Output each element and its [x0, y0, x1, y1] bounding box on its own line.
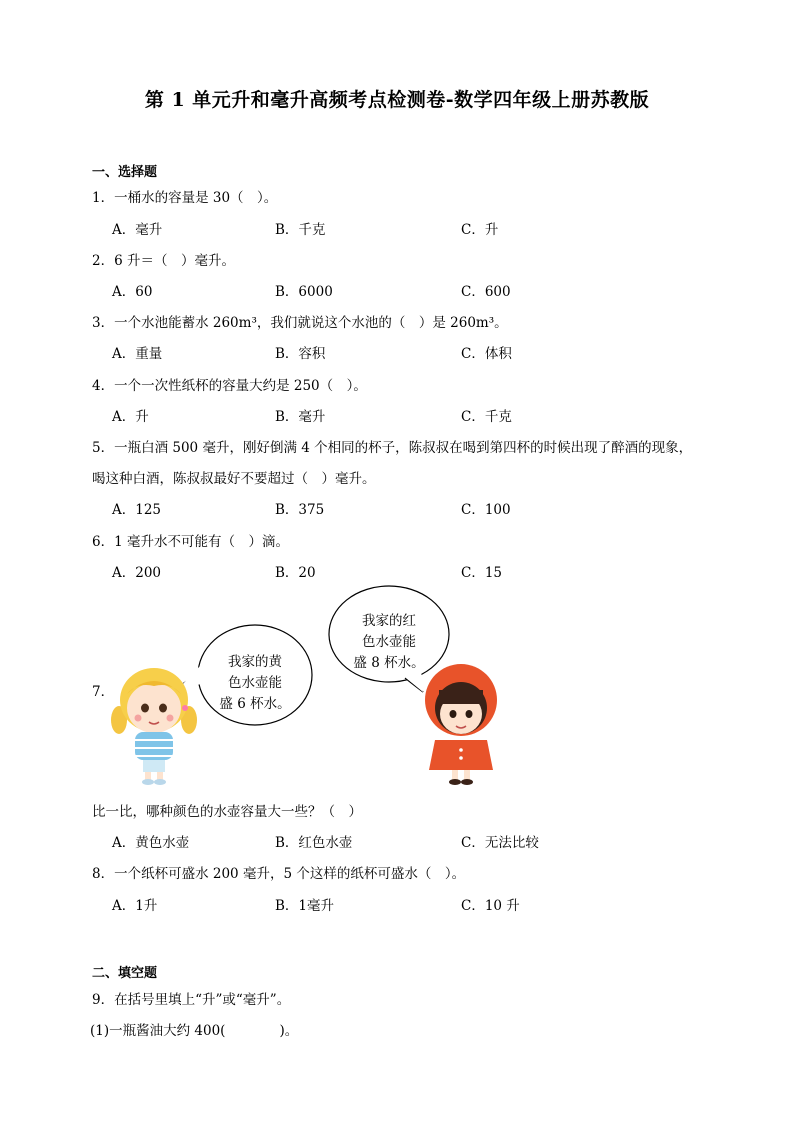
- question-3: 3．一个水池能蓄水 260m³，我们就说这个水池的（ ）是 260m³。: [92, 315, 508, 331]
- options-3: [112, 342, 712, 362]
- options-7: [112, 831, 712, 851]
- question-5-line-2: 喝这种白酒，陈叔叔最好不要超过（ ）毫升。: [92, 471, 376, 487]
- option-a: A．升: [112, 409, 149, 425]
- question-2: 2．6 升＝（ ）毫升。: [92, 253, 235, 269]
- option-c: C．千克: [461, 409, 512, 425]
- question-6: 6．1 毫升水不可能有（ ）滴。: [92, 534, 289, 550]
- question-4: 4．一个一次性纸杯的容量大约是 250（ ）。: [92, 378, 367, 394]
- option-b: B．20: [275, 565, 316, 581]
- question-7: 比一比，哪种颜色的水壶容量大一些？（ ）: [92, 804, 362, 820]
- options-1: [112, 218, 712, 238]
- question-9-part-1: (1)一瓶酱油大约 400( )。: [90, 1023, 299, 1039]
- option-a: A．1升: [112, 898, 158, 914]
- question-5: 5．一瓶白酒 500 毫升，刚好倒满 4 个相同的杯子，陈叔叔在喝到第四杯的时候出现了醉酒的现象，: [92, 440, 693, 456]
- kids-illustration: [105, 582, 525, 792]
- option-b: B．1毫升: [275, 898, 335, 914]
- section-heading-choice: 一、选择题: [92, 165, 158, 180]
- options-4: [112, 405, 712, 425]
- option-b: B．375: [275, 502, 325, 518]
- speech-text-right: 我家的红 色水壶能 盛 8 杯水。: [353, 613, 425, 671]
- option-a: A．125: [112, 502, 162, 518]
- option-a: A．重量: [112, 346, 163, 362]
- girl-yellow-hair: [111, 668, 197, 785]
- option-a: A．60: [112, 284, 153, 300]
- option-c: C．体积: [461, 346, 512, 362]
- girl-red-hood: [425, 664, 497, 785]
- question-9: 9．在括号里填上“升”或“毫升”。: [92, 992, 291, 1008]
- question-1: 1．一桶水的容量是 30（ ）。: [92, 190, 278, 206]
- option-b: B．6000: [275, 284, 333, 300]
- section-heading-fill: 二、填空题: [92, 966, 158, 981]
- option-c: C．无法比较: [461, 835, 539, 851]
- speech-text-left: 我家的黄 色水壶能 盛 6 杯水。: [219, 654, 291, 712]
- options-5: [112, 498, 712, 518]
- option-b: B．千克: [275, 222, 326, 238]
- question-7-number: 7．: [92, 684, 115, 700]
- option-b: B．毫升: [275, 409, 326, 425]
- option-a: A．毫升: [112, 222, 163, 238]
- option-c: C．升: [461, 222, 499, 238]
- question-8: 8．一个纸杯可盛水 200 毫升，5 个这样的纸杯可盛水（ ）。: [92, 866, 466, 882]
- options-6: [112, 561, 712, 581]
- option-a: A．黄色水壶: [112, 835, 190, 851]
- option-b: B．容积: [275, 346, 326, 362]
- option-c: C．100: [461, 502, 511, 518]
- option-a: A．200: [112, 565, 162, 581]
- options-8: [112, 894, 712, 914]
- option-c: C．600: [461, 284, 511, 300]
- option-b: B．红色水壶: [275, 835, 353, 851]
- page-title: 第 1 单元升和毫升高频考点检测卷-数学四年级上册苏教版: [144, 89, 650, 111]
- options-2: [112, 280, 712, 300]
- option-c: C．10 升: [461, 898, 520, 914]
- question-7-illustration: [105, 582, 525, 792]
- option-c: C．15: [461, 565, 503, 581]
